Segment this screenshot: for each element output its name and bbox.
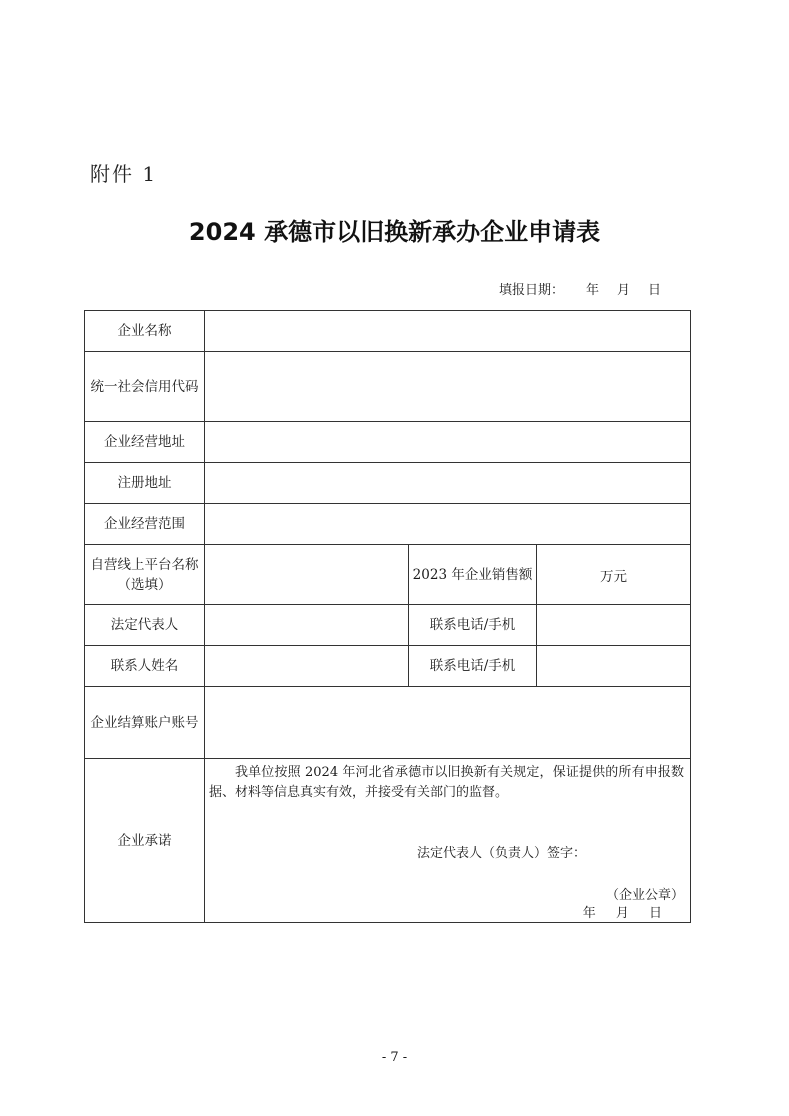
settlement-account-field[interactable] [205, 687, 691, 759]
contact-name-field[interactable] [205, 646, 409, 687]
row-registered-address [85, 463, 691, 504]
contact-name-label: 联系人姓名 [85, 646, 205, 687]
row-contact [85, 646, 691, 687]
platform-name-field[interactable] [205, 545, 409, 605]
phone-field-2[interactable] [537, 646, 691, 687]
pledge-text: 我单位按照 2024 年河北省承德市以旧换新有关规定，保证提供的所有申报数据、材料等信息真实有效，并接受有关部门的监督。 [209, 765, 685, 800]
credit-code-field[interactable] [205, 352, 691, 422]
fill-date-year: 年 [585, 283, 599, 298]
legal-rep-field[interactable] [205, 605, 409, 646]
registered-address-field[interactable] [205, 463, 691, 504]
application-form [84, 310, 691, 923]
phone-label-1: 联系电话/手机 [409, 605, 537, 646]
phone-label-2: 联系电话/手机 [409, 646, 537, 687]
credit-code-label: 统一社会信用代码 [85, 352, 205, 422]
settlement-account-label: 企业结算账户账号 [85, 687, 205, 759]
seal-label: （企业公章） [606, 888, 685, 903]
pledge-date-month: 月 [615, 906, 629, 921]
row-settlement-account [85, 687, 691, 759]
sales-field[interactable] [537, 545, 691, 605]
fill-date [499, 279, 661, 298]
row-platform-sales [85, 545, 691, 605]
attachment-label: 附件 1 [90, 162, 158, 186]
company-name-field[interactable] [205, 311, 691, 352]
sales-unit: 万元 [600, 568, 627, 585]
sales-label: 2023 年企业销售额 [409, 545, 537, 605]
business-scope-label: 企业经营范围 [85, 504, 205, 545]
business-address-label: 企业经营地址 [85, 422, 205, 463]
row-company-name [85, 311, 691, 352]
business-scope-field[interactable] [205, 504, 691, 545]
phone-field-1[interactable] [537, 605, 691, 646]
row-legal-rep [85, 605, 691, 646]
pledge-date-year: 年 [582, 906, 596, 921]
row-business-scope [85, 504, 691, 545]
fill-date-label: 填报日期： [498, 283, 564, 298]
signature-label: 法定代表人（负责人）签字： [417, 846, 587, 861]
company-name-label: 企业名称 [85, 311, 205, 352]
platform-name-text: 自营线上平台名称 [90, 556, 199, 573]
row-business-address [85, 422, 691, 463]
pledge-label: 企业承诺 [85, 759, 205, 923]
pledge-date-day: 日 [649, 906, 663, 921]
form-title: 2024 承德市以旧换新承办企业申请表 [188, 218, 601, 246]
platform-optional-text: （选填） [117, 576, 172, 593]
business-address-field[interactable] [205, 422, 691, 463]
pledge-content [205, 759, 691, 923]
page-number: - 7 - [381, 1050, 408, 1065]
row-pledge [85, 759, 691, 923]
platform-name-label [85, 545, 205, 605]
registered-address-label: 注册地址 [85, 463, 205, 504]
row-credit-code [85, 352, 691, 422]
legal-rep-label: 法定代表人 [85, 605, 205, 646]
pledge-date [583, 902, 662, 921]
fill-date-month: 月 [616, 283, 630, 298]
fill-date-day: 日 [647, 283, 661, 298]
